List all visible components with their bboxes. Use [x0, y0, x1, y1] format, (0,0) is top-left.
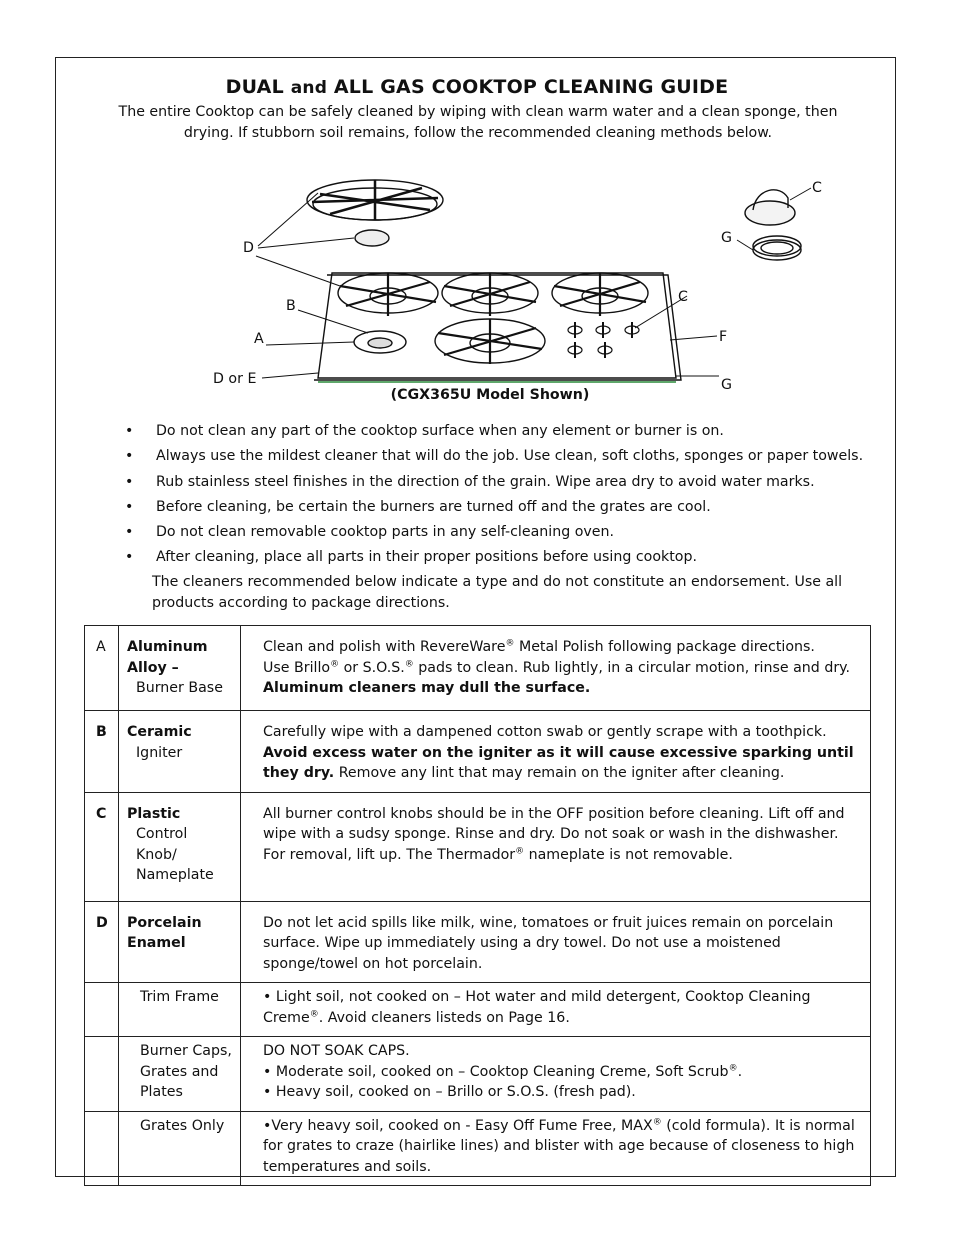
burner-front-large — [435, 319, 545, 364]
burner-front-small — [354, 331, 406, 353]
material-cell: Grates Only — [119, 1111, 241, 1186]
instructions-cell: Carefully wipe with a dampened cotton swab or gently scrape with a toothpick. Avoid excess water on the igniter as it will cause excessive sparking until they dry. Remove any lint that may remain on the igniter after cleaning. — [241, 711, 871, 793]
list-item: • Do not clean any part of the cooktop surface when any element or burner is on. — [125, 423, 724, 439]
material-cell: Ceramic Igniter — [119, 711, 241, 793]
material-cell: Aluminum Alloy – Burner Base — [119, 626, 241, 711]
list-item: • Before cleaning, be certain the burners are turned off and the grates are cool. — [125, 498, 711, 515]
material-cell: Porcelain Enamel — [119, 901, 241, 983]
material-cell: Trim Frame — [119, 983, 241, 1037]
row-letter: B — [85, 711, 119, 793]
table-row — [85, 1111, 871, 1186]
label-a: A — [254, 331, 264, 347]
burner-rear-right — [552, 273, 648, 316]
cleaning-table — [84, 625, 871, 1186]
row-letter: A — [85, 626, 119, 711]
exploded-knob — [745, 190, 801, 260]
material-cell: Plastic Control Knob/ Nameplate — [119, 792, 241, 901]
table-row — [85, 983, 871, 1037]
table-row — [85, 901, 871, 983]
instructions-cell: All burner control knobs should be in the OFF position before cleaning. Lift off and wipe with a sudsy sponge. Rinse and dry. Do not soak or wash in the dishwasher. For removal, lift up. The Thermador® nameplate is not removable. — [241, 792, 871, 901]
row-letter: C — [85, 792, 119, 901]
page-title: DUAL and ALL GAS COOKTOP CLEANING GUIDE — [225, 76, 729, 98]
material-cell: Burner Caps, Grates and Plates — [119, 1037, 241, 1112]
label-d-top: D — [243, 240, 254, 256]
list-item: • After cleaning, place all parts in their proper positions before using cooktop. — [125, 549, 697, 566]
list-item: • Always use the mildest cleaner that will do the job. Use clean, soft cloths, sponges or paper towels. — [125, 448, 864, 465]
label-b: B — [286, 298, 296, 314]
figure-caption: (CGX365U Model Shown) — [390, 387, 590, 403]
cooktop-diagram — [200, 168, 840, 413]
list-item: • Do not clean removable cooktop parts in any self-cleaning oven. — [125, 524, 615, 541]
intro-text: The entire Cooktop can be safely cleaned by wiping with clean warm water and a clean sponge, then drying. If stubborn soil remains, follow the recommended cleaning methods below. — [118, 104, 838, 141]
label-g-bottom: G — [721, 377, 732, 393]
label-c-mid: C — [678, 289, 688, 305]
endorsement-note: The cleaners recommended below indicate a type and do not constitute an endorsement. Use all products according to package directions. — [152, 574, 843, 611]
burner-rear-left — [338, 273, 438, 316]
list-item: • Rub stainless steel finishes in the direction of the grain. Wipe area dry to avoid water marks. — [125, 473, 815, 490]
instructions-cell: • Light soil, not cooked on – Hot water and mild detergent, Cooktop Cleaning Creme®. Avoid cleaners listeds on Page 16. — [241, 983, 871, 1037]
label-d-or-e: D or E — [213, 371, 257, 387]
instructions-cell: Do not let acid spills like milk, wine, tomatoes or fruit juices remain on porcelain surface. Wipe up immediately using a dry towel. Do not use a moistened sponge/towel on hot porcelain. — [241, 901, 871, 983]
instructions-cell: Clean and polish with RevereWare® Metal Polish following package directions. Use Brillo® or S.O.S.® pads to clean. Rub lightly, in a circular motion, rinse and dry. Aluminum cleaners may dull the surface. — [241, 626, 871, 711]
label-c-top: C — [812, 180, 822, 196]
control-knobs — [568, 322, 639, 358]
burner-rear-center — [442, 273, 538, 316]
label-f: F — [719, 329, 728, 345]
row-letter: D — [85, 901, 119, 983]
label-g-top: G — [721, 230, 732, 246]
table-row — [85, 792, 871, 901]
instructions-cell: •Very heavy soil, cooked on - Easy Off Fume Free, MAX® (cold formula). It is normal for grates to craze (hairlike lines) and blister with age because of closeness to high temperatures and soils. — [241, 1111, 871, 1186]
table-row — [85, 626, 871, 711]
safety-bullet-list — [120, 420, 880, 572]
table-row — [85, 1037, 871, 1112]
table-row — [85, 711, 871, 793]
instructions-cell: DO NOT SOAK CAPS. • Moderate soil, cooked on – Cooktop Cleaning Creme, Soft Scrub®. • Heavy soil, cooked on – Brillo or S.O.S. (fresh pad). — [241, 1037, 871, 1112]
exploded-burner-cap — [355, 230, 389, 246]
